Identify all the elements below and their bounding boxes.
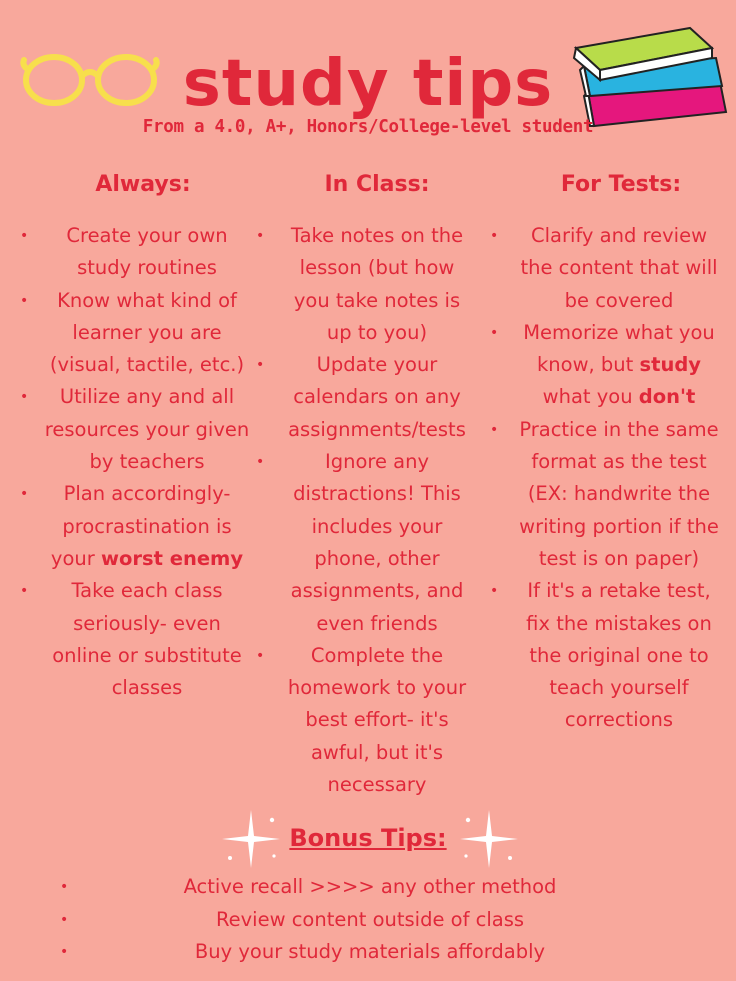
column-heading-for-tests: For Tests: [560, 172, 682, 197]
bonus-heading: Bonus Tips: [289, 824, 447, 852]
list-item [44, 220, 250, 285]
in-class-list [280, 220, 474, 801]
tip-text: Ignore any distractions! This includes your phone, other assignments, and even friends [290, 450, 464, 635]
list-item [514, 575, 724, 736]
page-title: study tips [182, 47, 554, 121]
always-list [44, 220, 250, 704]
tip-text: Know what kind of learner you are (visual, tactile, etc.) [49, 288, 245, 377]
list-item [514, 414, 724, 575]
tip-text: Clarify and review the content that will be covered [520, 224, 718, 312]
tip-text: If it's a retake test, fix the mistakes on the original one to teach yourself corrections [526, 579, 712, 732]
column-heading-in-class: In Class: [324, 172, 430, 197]
list-item: • Active recall >>>> any other method [60, 871, 680, 904]
bonus-list [60, 871, 680, 969]
page-subtitle: From a 4.0, A+, Honors/College-level student [142, 117, 594, 137]
list-item [44, 285, 250, 382]
tip-text: what you [542, 385, 639, 409]
tip-text: Memorize what you know, but [523, 320, 715, 377]
tip-text: Create your own study routines [66, 224, 228, 280]
tip-text: Take notes on the lesson (but how you take notes is up to you) [290, 224, 464, 344]
list-item: • Buy your study materials affordably [60, 936, 680, 969]
emphasis-text: study [639, 353, 701, 377]
tip-text: Utilize any and all resources your given by teachers [44, 385, 250, 474]
tip-text: Take each class seriously- even online or substitute classes [52, 579, 242, 700]
tip-text: Complete the homework to your best effort- it's awful, but it's necessary [287, 643, 467, 797]
list-item [514, 317, 724, 414]
for-tests-list [514, 220, 724, 737]
list-item [44, 575, 250, 704]
list-item [280, 349, 474, 446]
list-item [514, 220, 724, 317]
column-heading-always: Always: [95, 172, 191, 197]
list-item [280, 640, 474, 801]
list-item: • Review content outside of class [60, 904, 680, 937]
list-item [44, 478, 250, 575]
list-item [44, 381, 250, 478]
list-item [280, 446, 474, 640]
list-item [280, 220, 474, 349]
emphasis-text: don't [638, 385, 696, 409]
emphasis-text: worst enemy [100, 546, 244, 570]
tip-text: Plan accordingly- procrastination is your [50, 482, 232, 570]
tip-text: Update your calendars on any assignments/tests [288, 353, 466, 441]
tip-text: Practice in the same format as the test (EX: handwrite the writing portion if the test is on paper) [519, 417, 719, 570]
